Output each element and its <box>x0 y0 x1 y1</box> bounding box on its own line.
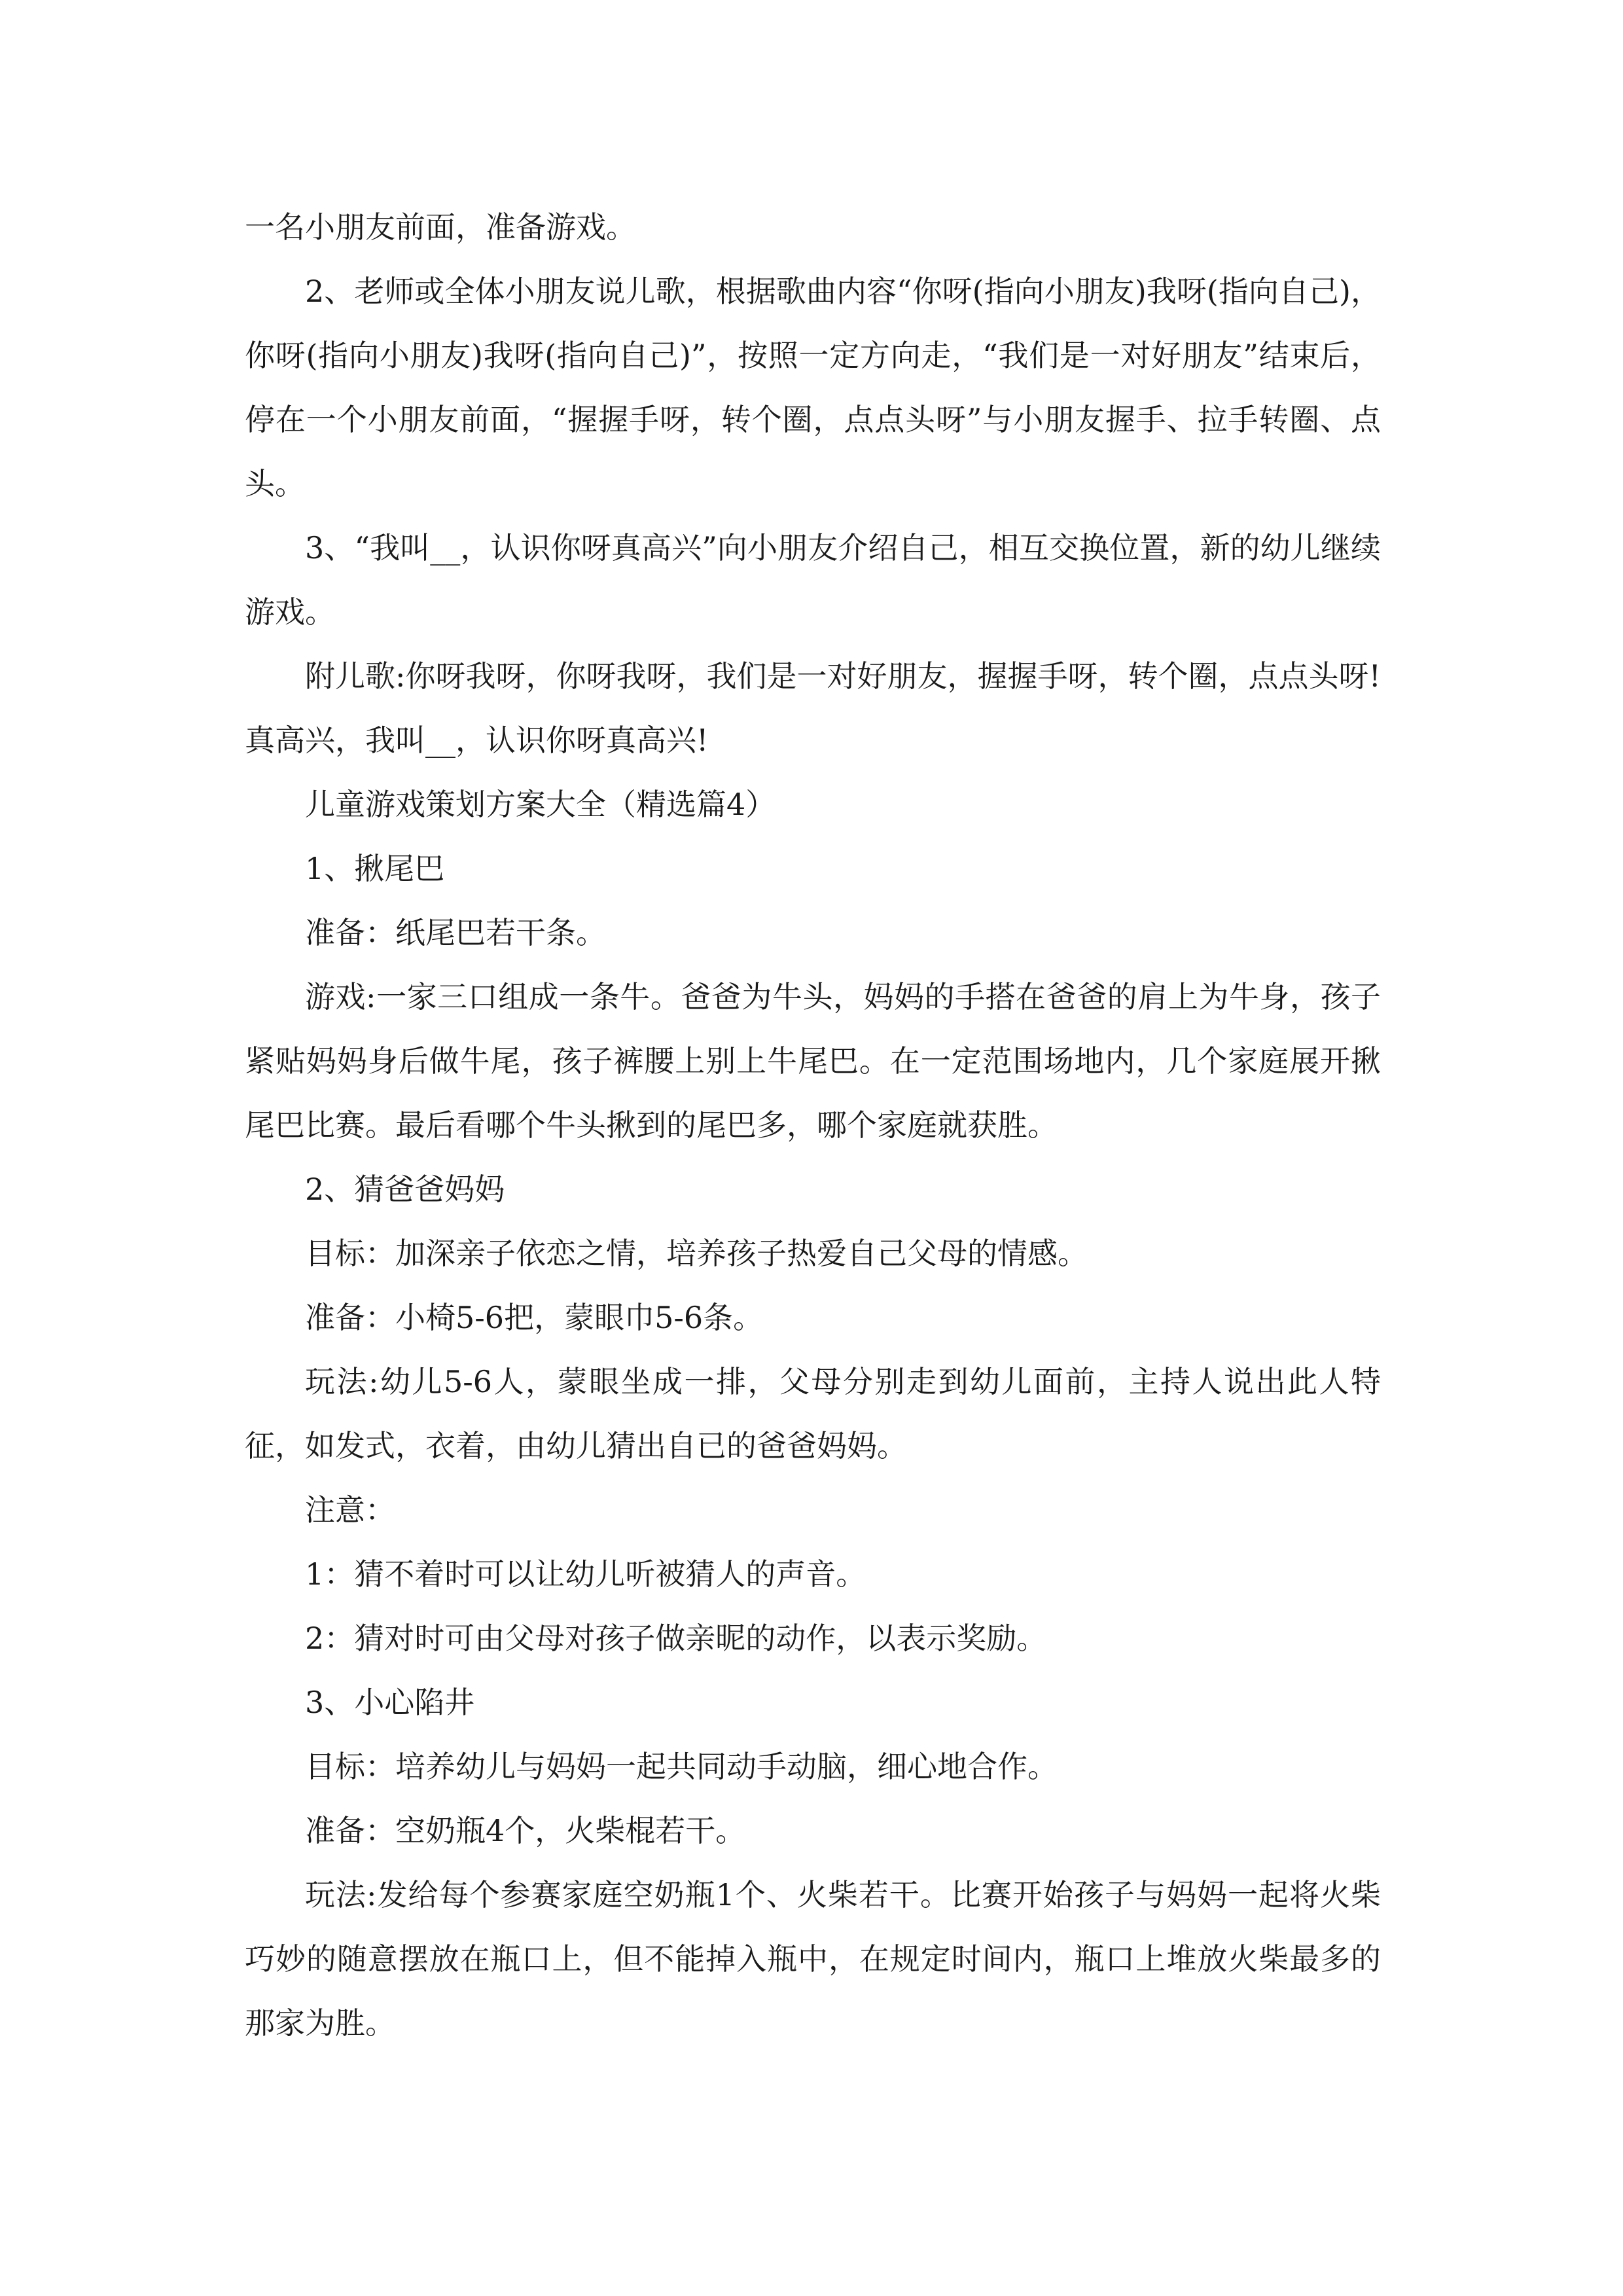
paragraph-song: 附儿歌:你呀我呀，你呀我呀，我们是一对好朋友，握握手呀，转个圈，点点头呀!真高兴，我叫__，认识你呀真高兴! <box>245 658 1381 758</box>
section-heading: 儿童游戏策划方案大全（精选篇4） <box>305 787 776 822</box>
game-2-goal: 目标：加深亲子依恋之情，培养孩子热爱自己父母的情感。 <box>305 1236 1088 1271</box>
game-3-goal: 目标：培养幼儿与妈妈一起共同动手动脑，细心地合作。 <box>305 1749 1058 1784</box>
game-1-preparation: 准备：纸尾巴若干条。 <box>305 915 606 950</box>
game-2-title: 2、猜爸爸妈妈 <box>305 1172 505 1207</box>
game-1-title: 1、揪尾巴 <box>305 851 445 886</box>
game-3-title: 3、小心陷井 <box>305 1685 475 1720</box>
game-2-note-1: 1：猜不着时可以让幼儿听被猜人的声音。 <box>305 1556 866 1592</box>
game-3-rules: 玩法:发给每个参赛家庭空奶瓶1个、火柴若干。比赛开始孩子与妈妈一起将火柴巧妙的随意摆放在瓶口上，但不能掉入瓶中，在规定时间内，瓶口上堆放火柴最多的那家为胜。 <box>245 1877 1381 2041</box>
game-1-rules: 游戏:一家三口组成一条牛。爸爸为牛头，妈妈的手搭在爸爸的肩上为牛身，孩子紧贴妈妈身后做牛尾，孩子裤腰上别上牛尾巴。在一定范围场地内，几个家庭展开揪尾巴比赛。最后看哪个牛头揪到的尾巴多，哪个家庭就获胜。 <box>245 979 1381 1143</box>
document-body <box>245 195 1381 2055</box>
paragraph-step-3: 3、“我叫__，认识你呀真高兴”向小朋友介绍自己，相互交换位置，新的幼儿继续游戏。 <box>245 530 1381 630</box>
game-2-preparation: 准备：小椅5-6把，蒙眼巾5-6条。 <box>305 1300 764 1335</box>
game-3-preparation: 准备：空奶瓶4个，火柴棍若干。 <box>305 1813 746 1848</box>
paragraph-continuation: 一名小朋友前面，准备游戏。 <box>245 209 636 245</box>
game-2-note-2: 2：猜对时可由父母对孩子做亲昵的动作，以表示奖励。 <box>305 1621 1047 1656</box>
game-2-notes-heading: 注意： <box>305 1492 395 1528</box>
paragraph-step-2: 2、老师或全体小朋友说儿歌，根据歌曲内容“你呀(指向小朋友)我呀(指向自己)，你呀(指向小朋友)我呀(指向自己)”，按照一定方向走，“我们是一对好朋友”结束后，停在一个小朋友前面，“握握手呀，转个圈，点点头呀”与小朋友握手、拉手转圈、点头。 <box>245 274 1381 501</box>
game-2-rules: 玩法:幼儿5-6人，蒙眼坐成一排，父母分别走到幼儿面前，主持人说出此人特征，如发式，衣着，由幼儿猜出自已的爸爸妈妈。 <box>245 1364 1381 1463</box>
